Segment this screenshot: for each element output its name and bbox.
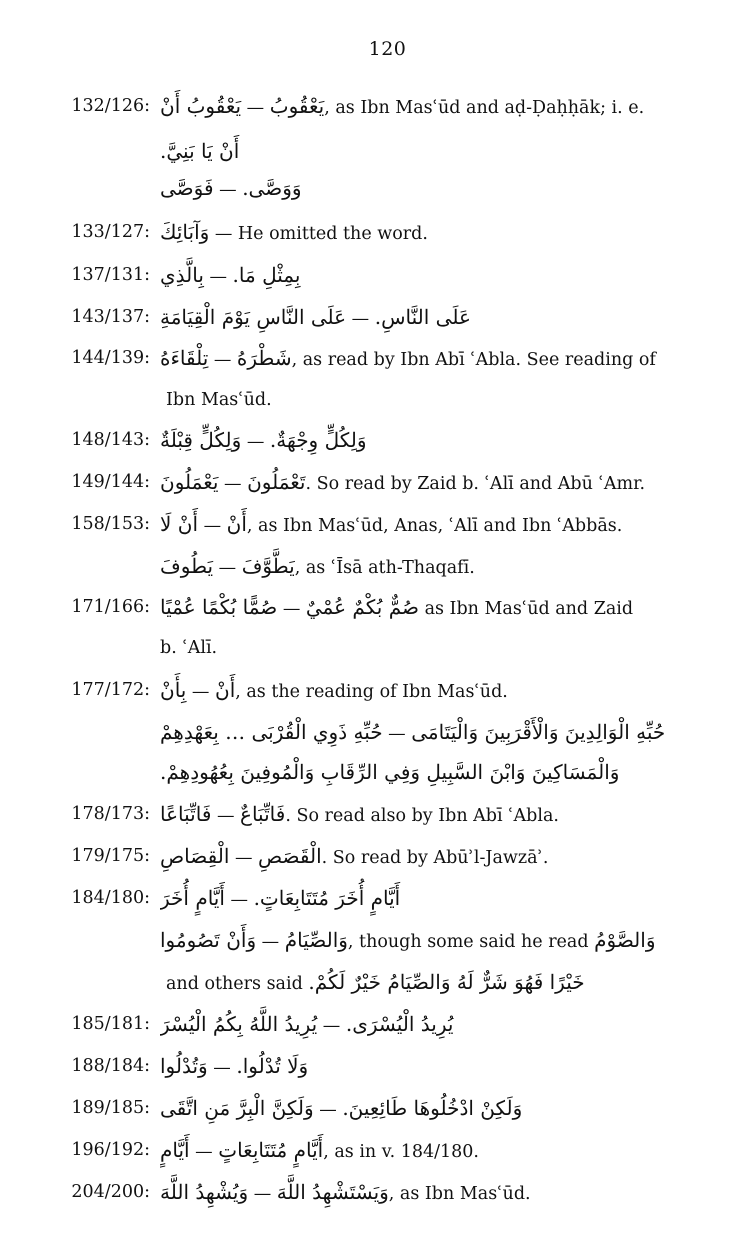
arabic-text: وَالصَّوْمُ: [594, 928, 656, 952]
text-line: [0, 628, 745, 668]
latin-text: , as ʿĪsā ath-Thaqafī.: [294, 558, 475, 578]
text-line: [0, 962, 745, 1002]
line-content: [160, 670, 717, 712]
text-line: [0, 1172, 745, 1212]
arabic-text: يُرِيدُ اللَّهُ بِكُمُ الْيُسْرَ: [160, 1012, 318, 1036]
latin-text: — He omitted the word.: [209, 224, 428, 244]
line-content: [160, 1172, 717, 1214]
arabic-text: خَيْرًا فَهُوَ شَرٌّ لَهُ وَالصِّيَامُ خَيْرٌ لَكُمْ.: [308, 970, 585, 994]
latin-text: . So read also by Ibn Abī ʿAbla.: [285, 806, 559, 826]
arabic-text: فَاتِّبَاعٌ: [240, 802, 286, 826]
line-content: [160, 794, 717, 836]
arabic-text: بِمِثْلِ مَا.: [232, 263, 301, 287]
text-line: [0, 752, 745, 792]
arabic-text: أَنْ يَا بَنِيَّ.: [160, 139, 240, 163]
line-content: [160, 504, 717, 546]
arabic-text: شَطْرَهُ: [236, 346, 292, 370]
line-content: [160, 86, 717, 128]
arabic-text: فَاتِّبَاعًا: [160, 802, 212, 826]
latin-text: , though some said he read: [347, 932, 595, 952]
verse-reference: 196/192:: [71, 1140, 150, 1160]
line-content: [160, 920, 717, 962]
latin-text: —: [229, 848, 259, 868]
arabic-text: أَنْ: [226, 512, 247, 536]
verse-reference: 149/144:: [71, 472, 150, 492]
arabic-text: الْقَصَصِ: [258, 844, 322, 868]
latin-text: —: [189, 1142, 219, 1162]
arabic-text: يَعْمَلُونَ: [160, 470, 219, 494]
latin-text: as Ibn Masʿūd and Zaid: [419, 599, 634, 619]
arabic-text: يُرِيدُ الْيُسْرَى.: [345, 1012, 454, 1036]
latin-text: , as Ibn Masʿūd and aḍ-Ḍaḥḥāk; i. e.: [324, 98, 645, 118]
arabic-text: حُبِّهِ ذَوِي الْقُرْبَى … بِعَهْدِهِمْ: [160, 720, 383, 744]
verse-reference: 133/127:: [71, 222, 150, 242]
arabic-text: وَتُدْلُوا: [160, 1054, 208, 1078]
line-content: [160, 131, 717, 173]
latin-text: —: [213, 180, 243, 200]
latin-text: —: [203, 267, 233, 287]
latin-text: —: [313, 1100, 343, 1120]
arabic-text: الْقِصَاصِ: [160, 844, 230, 868]
text-line: [0, 587, 745, 627]
verse-reference: 204/200:: [71, 1182, 150, 1202]
text-line: [0, 878, 745, 918]
text-line: [0, 255, 745, 295]
page-number: 120: [368, 38, 407, 60]
arabic-text: وَيُشْهِدُ اللَّهَ: [160, 1180, 249, 1204]
text-line: [0, 1046, 745, 1086]
line-content: [160, 1046, 717, 1088]
arabic-text: وَلَا تُدْلُوا.: [236, 1054, 309, 1078]
verse-reference: 179/175:: [71, 846, 150, 866]
verse-reference: 137/131:: [71, 265, 150, 285]
latin-text: —: [346, 309, 375, 329]
text-line: [0, 920, 745, 960]
text-line: [0, 420, 745, 460]
latin-text: , as Ibn Masʿūd, Anas, ʿAlī and Ibn ʿAbbās.: [246, 516, 623, 536]
verse-reference: 189/185:: [71, 1098, 150, 1118]
arabic-text: وَلِكُلٍّ قِبْلَةٌ: [160, 428, 242, 452]
line-content: [160, 462, 717, 504]
arabic-text: أَيَّامٍ أُخَرَ: [160, 886, 225, 910]
line-content: [166, 962, 717, 1004]
line-content: [160, 836, 717, 878]
arabic-text: وَالْمَسَاكِينَ وَابْنَ السَّبِيلِ وَفِي الرِّقَابِ وَالْمُوفِينَ بِعُهُودِهِمْ.: [160, 760, 620, 784]
verse-reference: 184/180:: [71, 888, 150, 908]
verse-reference: 178/173:: [71, 804, 150, 824]
arabic-text: بِأَنْ: [160, 678, 187, 702]
text-line: [0, 168, 745, 208]
text-line: [0, 297, 745, 337]
latin-text: —: [213, 558, 242, 578]
latin-text: —: [211, 806, 241, 826]
arabic-text: تِلْقَاءَهُ: [160, 346, 209, 370]
latin-text: —: [241, 432, 270, 452]
arabic-text: أَنْ: [215, 678, 236, 702]
verse-reference: 188/184:: [71, 1056, 150, 1076]
line-content: [160, 420, 717, 462]
text-line: [0, 712, 745, 752]
text-line: [0, 1130, 745, 1170]
latin-text: . So read by Abūʾl-Jawzāʾ.: [321, 848, 549, 868]
arabic-text: تَعْمَلُونَ: [247, 470, 306, 494]
verse-reference: 143/137:: [71, 307, 150, 327]
arabic-text: صُمٌّ بُكْمٌ عُمْيٌ: [305, 595, 419, 619]
arabic-text: وَلَكِنَّ الْبِرَّ مَنِ اتَّقَى: [160, 1096, 314, 1120]
text-line: [0, 131, 745, 171]
latin-text: —: [256, 932, 285, 952]
arabic-text: بِالَّذِي: [160, 263, 204, 287]
arabic-text: يَعْقُوبُ أَنْ: [160, 94, 242, 118]
latin-text: , as the reading of Ibn Masʿūd.: [235, 682, 508, 702]
latin-text: —: [241, 98, 270, 118]
verse-reference: 185/181:: [71, 1014, 150, 1034]
arabic-text: يَعْقُوبُ: [269, 94, 325, 118]
arabic-text: وَوَصَّى.: [242, 176, 302, 200]
text-line: [0, 212, 745, 252]
latin-text: —: [198, 516, 227, 536]
verse-reference: 177/172:: [71, 680, 150, 700]
arabic-text: وَيَسْتَشْهِدُ اللَّهَ: [276, 1180, 389, 1204]
arabic-text: أَيَّامٍ أُخَرَ مُتَتَابِعَاتٍ.: [253, 886, 401, 910]
line-content: [160, 587, 717, 629]
arabic-text: يَطَّوَّفَ: [241, 554, 295, 578]
verse-reference: 148/143:: [71, 430, 150, 450]
text-line: [0, 1088, 745, 1128]
line-content: [160, 712, 717, 754]
verse-reference: 132/126:: [71, 96, 150, 116]
text-line: [0, 836, 745, 876]
line-content: [160, 338, 717, 380]
arabic-text: حُبِّهِ الْوَالِدِينَ وَالْأَقْرَبِينَ وَالْيَتَامَى: [411, 720, 666, 744]
latin-text: —: [207, 1058, 237, 1078]
text-line: [0, 1004, 745, 1044]
arabic-text: عَلَى النَّاسِ يَوْمَ الْقِيَامَةِ: [160, 305, 347, 329]
line-content: [160, 212, 717, 254]
text-line: [0, 380, 745, 420]
verse-reference: 144/139:: [71, 348, 150, 368]
line-content: [160, 255, 717, 297]
latin-text: —: [186, 682, 215, 702]
latin-text: —: [277, 599, 306, 619]
line-content: [160, 628, 717, 668]
latin-text: —: [208, 350, 237, 370]
latin-text: b. ʿAlī.: [160, 638, 218, 658]
latin-text: —: [224, 890, 254, 910]
latin-text: , as read by Ibn Abī ʿAbla. See reading of: [291, 350, 656, 370]
line-content: [160, 878, 717, 920]
line-content: [160, 168, 717, 210]
line-content: [160, 546, 717, 588]
latin-text: , as Ibn Masʿūd.: [388, 1184, 531, 1204]
text-line: [0, 504, 745, 544]
line-content: [166, 380, 717, 420]
line-content: [160, 752, 717, 794]
arabic-text: وَآبَائِكَ: [160, 220, 210, 244]
latin-text: . So read by Zaid b. ʿAlī and Abū ʿAmr.: [305, 474, 646, 494]
latin-text: —: [218, 474, 248, 494]
verse-reference: 158/153:: [71, 514, 150, 534]
line-content: [160, 1130, 717, 1172]
arabic-text: عَلَى النَّاسِ.: [374, 305, 471, 329]
arabic-text: أَيَّامٍ مُتَتَابِعَاتٍ: [218, 1138, 324, 1162]
latin-text: —: [317, 1016, 346, 1036]
text-line: [0, 338, 745, 378]
text-line: [0, 670, 745, 710]
line-content: [160, 297, 717, 339]
line-content: [160, 1088, 717, 1130]
arabic-text: فَوَصَّى: [160, 176, 214, 200]
arabic-text: أَنْ لَا: [160, 512, 199, 536]
arabic-text: صُمًّا بُكْمًا عُمْيًا: [160, 595, 278, 619]
text-line: [0, 462, 745, 502]
latin-text: , as in v. 184/180.: [323, 1142, 479, 1162]
line-content: [160, 1004, 717, 1046]
text-line: [0, 86, 745, 126]
latin-text: —: [248, 1184, 277, 1204]
latin-text: and others said: [166, 974, 309, 994]
arabic-text: وَأَنْ تَصُومُوا: [160, 928, 257, 952]
text-line: [0, 546, 745, 586]
arabic-text: وَالصِّيَامُ: [284, 928, 348, 952]
arabic-text: أَيَّامٍ: [160, 1138, 190, 1162]
arabic-text: وَلِكُلٍّ وِجْهَةٌ.: [269, 428, 367, 452]
latin-text: —: [382, 724, 412, 744]
text-line: [0, 794, 745, 834]
latin-text: Ibn Masʿūd.: [166, 390, 272, 410]
arabic-text: وَلَكِنْ ادْخُلُوهَا طَائِعِينَ.: [342, 1096, 523, 1120]
arabic-text: يَطُوفَ: [160, 554, 214, 578]
verse-reference: 171/166:: [71, 597, 150, 617]
